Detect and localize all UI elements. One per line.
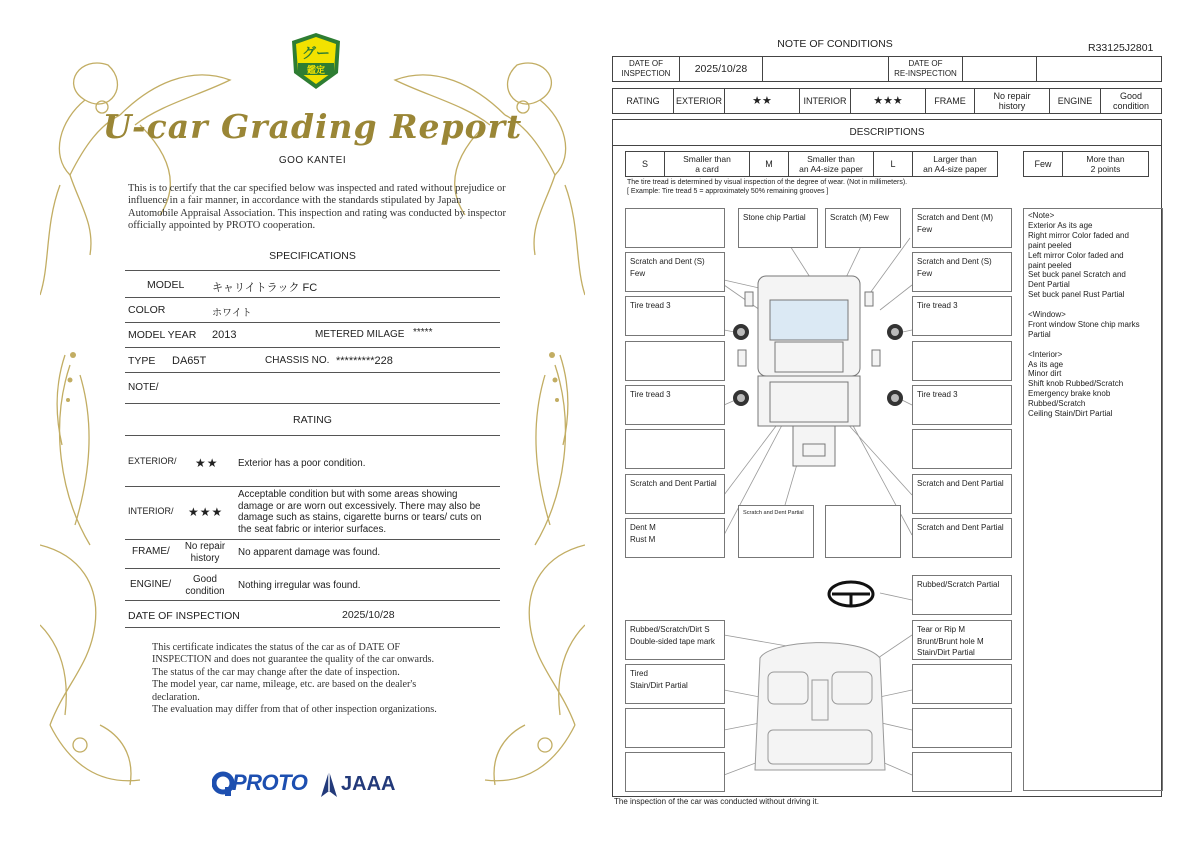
desc-box-rear-left <box>738 505 814 558</box>
note-line: paint peeled <box>1028 260 1072 270</box>
divider <box>125 347 500 348</box>
desc-box-steering: Rubbed/Scratch Partial <box>912 575 1012 615</box>
desc-box-tire-rear-left: Tire tread 3 <box>625 385 725 425</box>
proto-logo-text: PROTO <box>232 770 308 795</box>
divider <box>125 403 500 404</box>
desc-box-empty <box>825 505 901 558</box>
empty-cell <box>762 56 889 82</box>
legend-s-desc <box>664 151 750 177</box>
type-label: TYPE <box>128 355 156 367</box>
desc-box-tire-front-right: Tire tread 3 <box>912 296 1012 336</box>
desc-box-empty <box>912 341 1012 381</box>
desc-box-front: Scratch (M) Few <box>825 208 901 248</box>
engine-value <box>176 574 234 597</box>
disclaimer-line: declaration. <box>152 691 200 703</box>
desc-box-front-right: Scratch and Dent (S) Few <box>912 252 1012 292</box>
frame-value <box>974 88 1050 114</box>
desc-box-empty <box>625 429 725 469</box>
empty-cell <box>1036 56 1162 82</box>
color-label: COLOR <box>128 304 166 316</box>
desc-box-front-right-top: Scratch and Dent (M) Few <box>912 208 1012 248</box>
proto-logo-icon <box>212 771 234 797</box>
desc-line: Tired <box>630 669 648 678</box>
disclaimer-line: This certificate indicates the status of the car as of DATE OF <box>152 642 401 653</box>
note-line: <Interior> <box>1028 349 1063 359</box>
legend-l-desc <box>912 151 998 177</box>
frame-value-line2: history <box>190 552 220 564</box>
note-of-conditions <box>610 30 1170 820</box>
badge-top-text: グー <box>302 46 330 62</box>
exterior-description: Exterior has a poor condition. <box>238 458 366 469</box>
exterior-stars: ★★ <box>195 456 219 470</box>
desc-line: Stain/Dirt Partial <box>917 648 975 657</box>
disclaimer-line: The status of the car may change after the date of inspection. <box>152 666 400 678</box>
model-value: キャリイトラック FC <box>212 282 318 294</box>
legend-s-desc-l2: a card <box>695 164 719 174</box>
grading-certificate <box>40 25 585 825</box>
desc-box-left-side: Scratch and Dent Partial <box>625 474 725 514</box>
disclaimer-line: INSPECTION and does not guarantee the quality of the car onwards. <box>152 654 435 666</box>
desc-box-tire-rear-right: Tire tread 3 <box>912 385 1012 425</box>
rating-label: RATING <box>612 88 674 114</box>
note-spacer <box>1028 340 1158 350</box>
desc-box-dent-rust <box>625 518 725 558</box>
frame-value <box>176 541 234 564</box>
legend-few: Few <box>1023 151 1063 177</box>
note-line: Rubbed/Scratch <box>1028 399 1086 409</box>
descriptions-title: DESCRIPTIONS <box>612 119 1162 146</box>
date-inspection-label <box>612 56 680 82</box>
engine-description: Nothing irregular was found. <box>238 580 361 591</box>
frame-value-l1: No repair <box>993 91 1031 101</box>
divider <box>125 486 500 487</box>
note-line: Minor dirt <box>1028 369 1062 379</box>
desc-box-empty <box>625 708 725 748</box>
legend-l: L <box>873 151 913 177</box>
color-value: ホワイト <box>212 308 252 319</box>
desc-line: Scratch and Dent Partial <box>743 510 804 516</box>
engine-value-line2: condition <box>185 585 225 597</box>
note-line: Front window Stone chip marks <box>1028 319 1140 329</box>
desc-box-front-left: Scratch and Dent (S) Few <box>625 252 725 292</box>
tire-note-line1: The tire tread is determined by visual inspection of the degree of wear. (Not in millimeters). <box>627 179 908 186</box>
interior-stars: ★★★ <box>850 88 926 114</box>
legend-s: S <box>625 151 665 177</box>
desc-box-empty <box>912 752 1012 792</box>
report-subtitle: GOO KANTEI <box>278 155 347 166</box>
legend-l-desc-l2: an A4-size paper <box>923 164 987 174</box>
engine-label: ENGINE/ <box>130 579 172 590</box>
interior-description: Acceptable condition but with some areas showing damage or are worn out excessively. There may also be damage such as stains, cigarette burns or tears/ cuts on the seat fabric or interior surfaces. <box>238 489 482 535</box>
divider <box>125 372 500 373</box>
footer-logos <box>212 769 432 803</box>
exterior-stars: ★★ <box>724 88 800 114</box>
desc-box-empty <box>625 208 725 248</box>
note-line: Partial <box>1028 329 1051 339</box>
model-label: MODEL <box>147 279 185 291</box>
note-line: Shift knob Rubbed/Scratch <box>1028 379 1124 389</box>
goo-kantei-badge-icon <box>288 31 344 91</box>
interior-label: INTERIOR <box>799 88 851 114</box>
report-title: U-car Grading Report <box>102 107 523 146</box>
badge-bottom-text: 鑑定 <box>306 66 326 76</box>
date-inspection-value: 2025/10/28 <box>679 56 763 82</box>
engine-value-l2: condition <box>1112 101 1150 111</box>
legend-m-desc <box>788 151 874 177</box>
chassis-label: CHASSIS NO. <box>265 355 330 366</box>
note-line: Set buck panel Scratch and <box>1028 270 1126 280</box>
legend-l-desc-l1: Larger than <box>933 154 977 164</box>
note-line: Emergency brake knob <box>1028 389 1111 399</box>
desc-line: Dent M <box>630 523 656 532</box>
desc-box-tire-front-left: Tire tread 3 <box>625 296 725 336</box>
note-line: As its age <box>1028 359 1064 369</box>
date-reinspection-label-l1: DATE OF <box>908 59 943 68</box>
divider <box>125 435 500 436</box>
legend-few-desc-l1: More than <box>1086 154 1125 164</box>
jaaa-logo-icon <box>319 769 339 799</box>
mileage-value: ***** <box>413 327 433 338</box>
note-line: Dent Partial <box>1028 280 1070 290</box>
mileage-label: METERED MILAGE <box>315 329 405 340</box>
note-line: Ceiling Stain/Dirt Partial <box>1028 409 1113 419</box>
desc-box-dashboard <box>625 620 725 660</box>
divider <box>125 297 500 298</box>
note-label: NOTE/ <box>128 382 159 393</box>
divider <box>125 322 500 323</box>
frame-label: FRAME <box>925 88 975 114</box>
note-line: Left mirror Color faded and <box>1028 250 1124 260</box>
note-line: Right mirror Color faded and <box>1028 230 1129 240</box>
model-year-value: 2013 <box>212 329 237 341</box>
chassis-value: *********228 <box>336 355 393 367</box>
desc-line: Stain/Dirt Partial <box>630 680 688 690</box>
engine-label: ENGINE <box>1049 88 1101 114</box>
legend-m-desc-l2: an A4-size paper <box>799 164 863 174</box>
legend-s-desc-l1: Smaller than <box>683 154 731 164</box>
type-value: DA65T <box>172 355 207 367</box>
disclaimer <box>152 642 502 716</box>
divider <box>125 539 500 540</box>
date-inspection-label-l2: INSPECTION <box>621 69 671 78</box>
date-label: DATE OF INSPECTION <box>128 610 240 622</box>
frame-value-l2: history <box>998 101 1026 111</box>
notes-box <box>1023 208 1163 791</box>
legend-few-desc-l2: 2 points <box>1090 164 1121 174</box>
disclaimer-line: The model year, car name, mileage, etc. are based on the dealer's <box>152 679 417 691</box>
engine-value <box>1100 88 1162 114</box>
desc-box-rear-right: Scratch and Dent Partial <box>912 518 1012 558</box>
desc-line: Rust M <box>630 534 656 544</box>
disclaimer-line: The evaluation may differ from that of other inspection organizations. <box>152 704 437 716</box>
desc-box-driver-seat <box>625 664 725 704</box>
date-reinspection-label-l2: RE-INSPECTION <box>894 69 957 78</box>
desc-box-empty <box>912 664 1012 704</box>
date-inspection-label-l1: DATE OF <box>628 59 664 68</box>
divider <box>125 600 500 601</box>
desc-line: Double-sided tape mark <box>630 636 715 646</box>
frame-value-line1: No repair <box>184 541 226 552</box>
date-reinspection-value <box>962 56 1037 82</box>
note-line: <Note> <box>1028 211 1055 220</box>
exterior-label: EXTERIOR/ <box>128 456 177 466</box>
frame-label: FRAME/ <box>132 546 170 557</box>
legend-m: M <box>749 151 789 177</box>
note-line: paint peeled <box>1028 240 1072 250</box>
note-spacer <box>1028 300 1158 310</box>
divider <box>125 568 500 569</box>
exterior-label: EXTERIOR <box>673 88 725 114</box>
note-line: <Window> <box>1028 310 1066 320</box>
frame-description: No apparent damage was found. <box>238 547 381 558</box>
desc-box-empty <box>912 429 1012 469</box>
interior-label: INTERIOR/ <box>128 506 174 516</box>
footer-note: The inspection of the car was conducted without driving it. <box>614 797 819 806</box>
desc-box-empty <box>625 752 725 792</box>
certify-paragraph: This is to certify that the car specified below was inspected and rated without prejudice or influence in a fair manner, in accordance with the standards stipulated by Japan Automobile Appraisal Association. This inspection and rating was conducted by inspector officially appointed by PROTO cooperation. <box>128 183 507 232</box>
specifications-title: SPECIFICATIONS <box>269 250 356 262</box>
report-code: R33125J2801 <box>1088 42 1154 54</box>
date-value: 2025/10/28 <box>342 609 395 621</box>
desc-box-empty <box>625 341 725 381</box>
note-line: Exterior As its age <box>1028 220 1093 230</box>
model-year-label: MODEL YEAR <box>128 329 197 341</box>
desc-line: Tear or Rip M <box>917 625 966 634</box>
interior-stars: ★★★ <box>188 505 224 519</box>
desc-box-seat-damage <box>912 620 1012 660</box>
desc-line: Rubbed/Scratch/Dirt S <box>630 625 710 634</box>
legend-m-desc-l1: Smaller than <box>807 154 855 164</box>
desc-line: Brunt/Brunt hole M <box>917 636 984 646</box>
jaaa-logo-text: JAAA <box>341 773 396 795</box>
divider <box>125 270 500 271</box>
desc-box-windshield: Stone chip Partial <box>738 208 818 248</box>
engine-value-l1: Good <box>1119 91 1143 101</box>
legend-few-desc <box>1062 151 1149 177</box>
engine-value-line1: Good <box>193 574 217 585</box>
rating-title: RATING <box>293 414 332 426</box>
desc-box-right-side: Scratch and Dent Partial <box>912 474 1012 514</box>
desc-box-empty <box>912 708 1012 748</box>
tire-tread-note <box>627 178 907 196</box>
note-line: Set buck panel Rust Partial <box>1028 290 1125 300</box>
tire-note-line2: [ Example: Tire tread 5 = approximately 50% remaining grooves ] <box>627 188 829 195</box>
divider <box>125 627 500 628</box>
conditions-title: NOTE OF CONDITIONS <box>777 38 893 50</box>
date-reinspection-label <box>888 56 963 82</box>
